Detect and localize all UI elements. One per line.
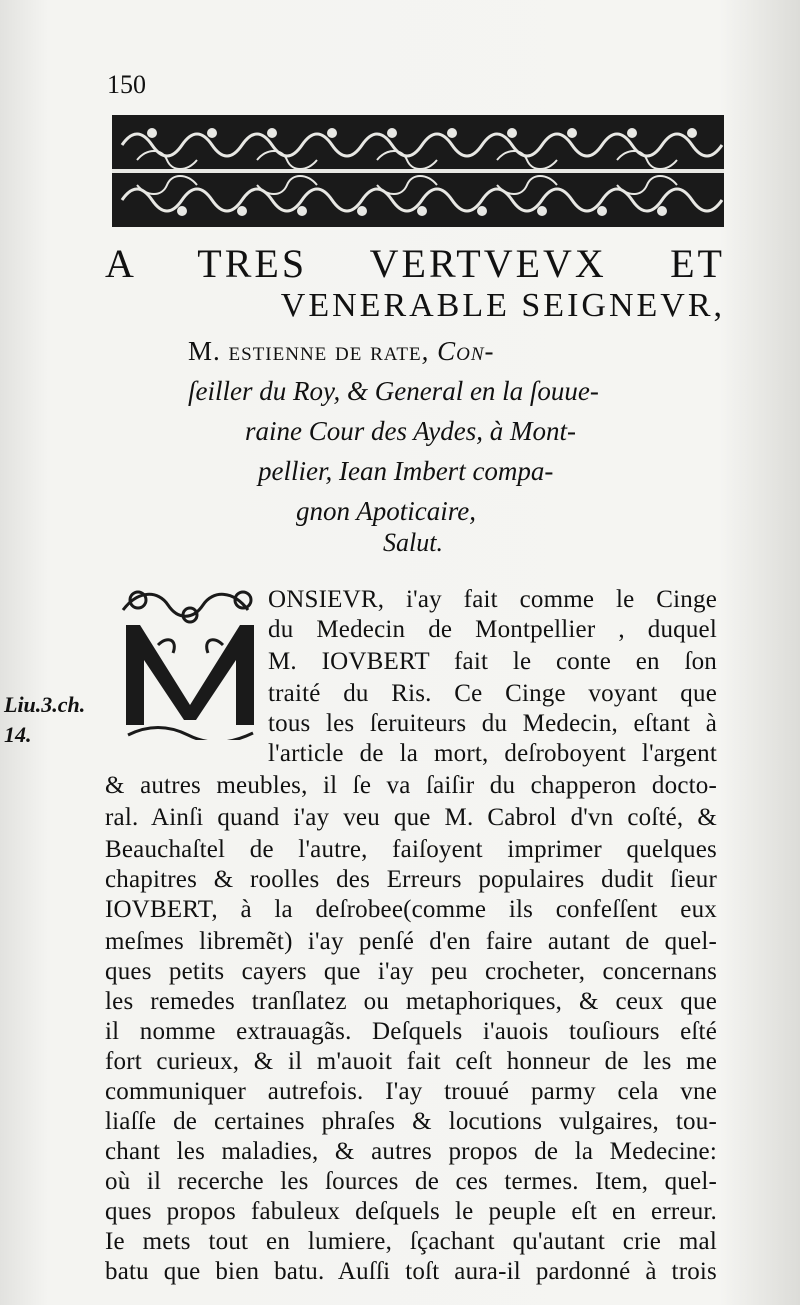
body-line-17: communiquer autrefois. I'ay trouué parmy cela vne [105,1078,717,1105]
dedication-suffix: , Con- [421,336,495,366]
dedication-line-3: raine Cour des Aydes, à Mont- [245,416,576,446]
dedication-line-5: gnon Apoticaire, [296,496,476,526]
body-line-5: tous les ſeruiteurs du Medecin, eſtant à [268,710,717,737]
margin-note-line-1: Liu.3.ch. [4,692,86,717]
dedicatee-name: estienne de rate [228,336,422,366]
body-line-7: & autres meubles, il ſe va ſaiſir du chapperon docto- [105,772,717,799]
dedication-prefix: M. [188,336,229,366]
decorated-initial-m-icon [118,585,263,740]
body-line-12: meſmes libremẽt) i'ay penſé d'en faire autant de quel- [105,928,717,955]
ornamental-headpiece [112,115,724,227]
body-line-1: ONSIEVR, i'ay fait comme le Cinge [268,586,717,613]
page-number: 150 [107,70,146,99]
body-line-19: chant les maladies, & autres propos de la Medecine: [105,1138,717,1165]
dedication-line-2: ſeiller du Roy, & General en la ſouue- [188,376,599,406]
body-line-11: IOVBERT, à la deſrobee(comme ils confeſſent eux [105,896,717,923]
dedication-title-line-1: A TRES VERTVEVX ET [105,241,725,286]
body-line-15: il nomme extrauagãs. Deſquels i'auois touſiours eſté [105,1018,717,1045]
body-line-4: traité du Ris. Ce Cinge voyant que [268,680,717,707]
body-line-3: M. IOVBERT fait le conte en ſon [268,648,717,675]
body-line-8: ral. Ainſi quand i'ay veu que M. Cabrol d'vn coſté, & [105,804,717,831]
margin-note-line-2: 14. [4,722,32,747]
body-line-18: liaſſe de certaines phraſes & locutions vulgaires, tou- [105,1108,717,1135]
dedication-line-1 [188,336,495,367]
body-line-13: ques petits cayers que i'ay peu crocheter, concernans [105,958,717,985]
body-line-21: ques propos fabuleux deſquels le peuple eſt en erreur. [105,1198,717,1225]
body-line-9: Beauchaſtel de l'autre, faiſoyent imprimer quelques [105,836,717,863]
body-line-16: fort curieux, & il m'auoit fait ceſt honneur de les me [105,1048,717,1075]
body-line-20: où il recerche les ſources de ces termes. Item, quel- [105,1168,717,1195]
body-line-23: batu que bien batu. Auſſi toſt aura-il pardonné à trois [105,1258,717,1285]
body-line-14: les remedes tranſlatez ou metaphoriques, & ceux que [105,988,717,1015]
dedication-title-line-2: VENERABLE SEIGNEVR, [280,287,725,324]
body-line-2: du Medecin de Montpellier , duquel [268,616,717,643]
dedication-line-4: pellier, Iean Imbert compa- [258,456,554,486]
body-line-10: chapitres & roolles des Erreurs populaires dudit ſieur [105,866,717,893]
dedication-salutation: Salut. [383,528,443,557]
body-line-22: Ie mets tout en lumiere, ſçachant qu'autant crie mal [105,1228,717,1255]
body-line-6: l'article de la mort, deſroboyent l'argent [268,740,717,767]
